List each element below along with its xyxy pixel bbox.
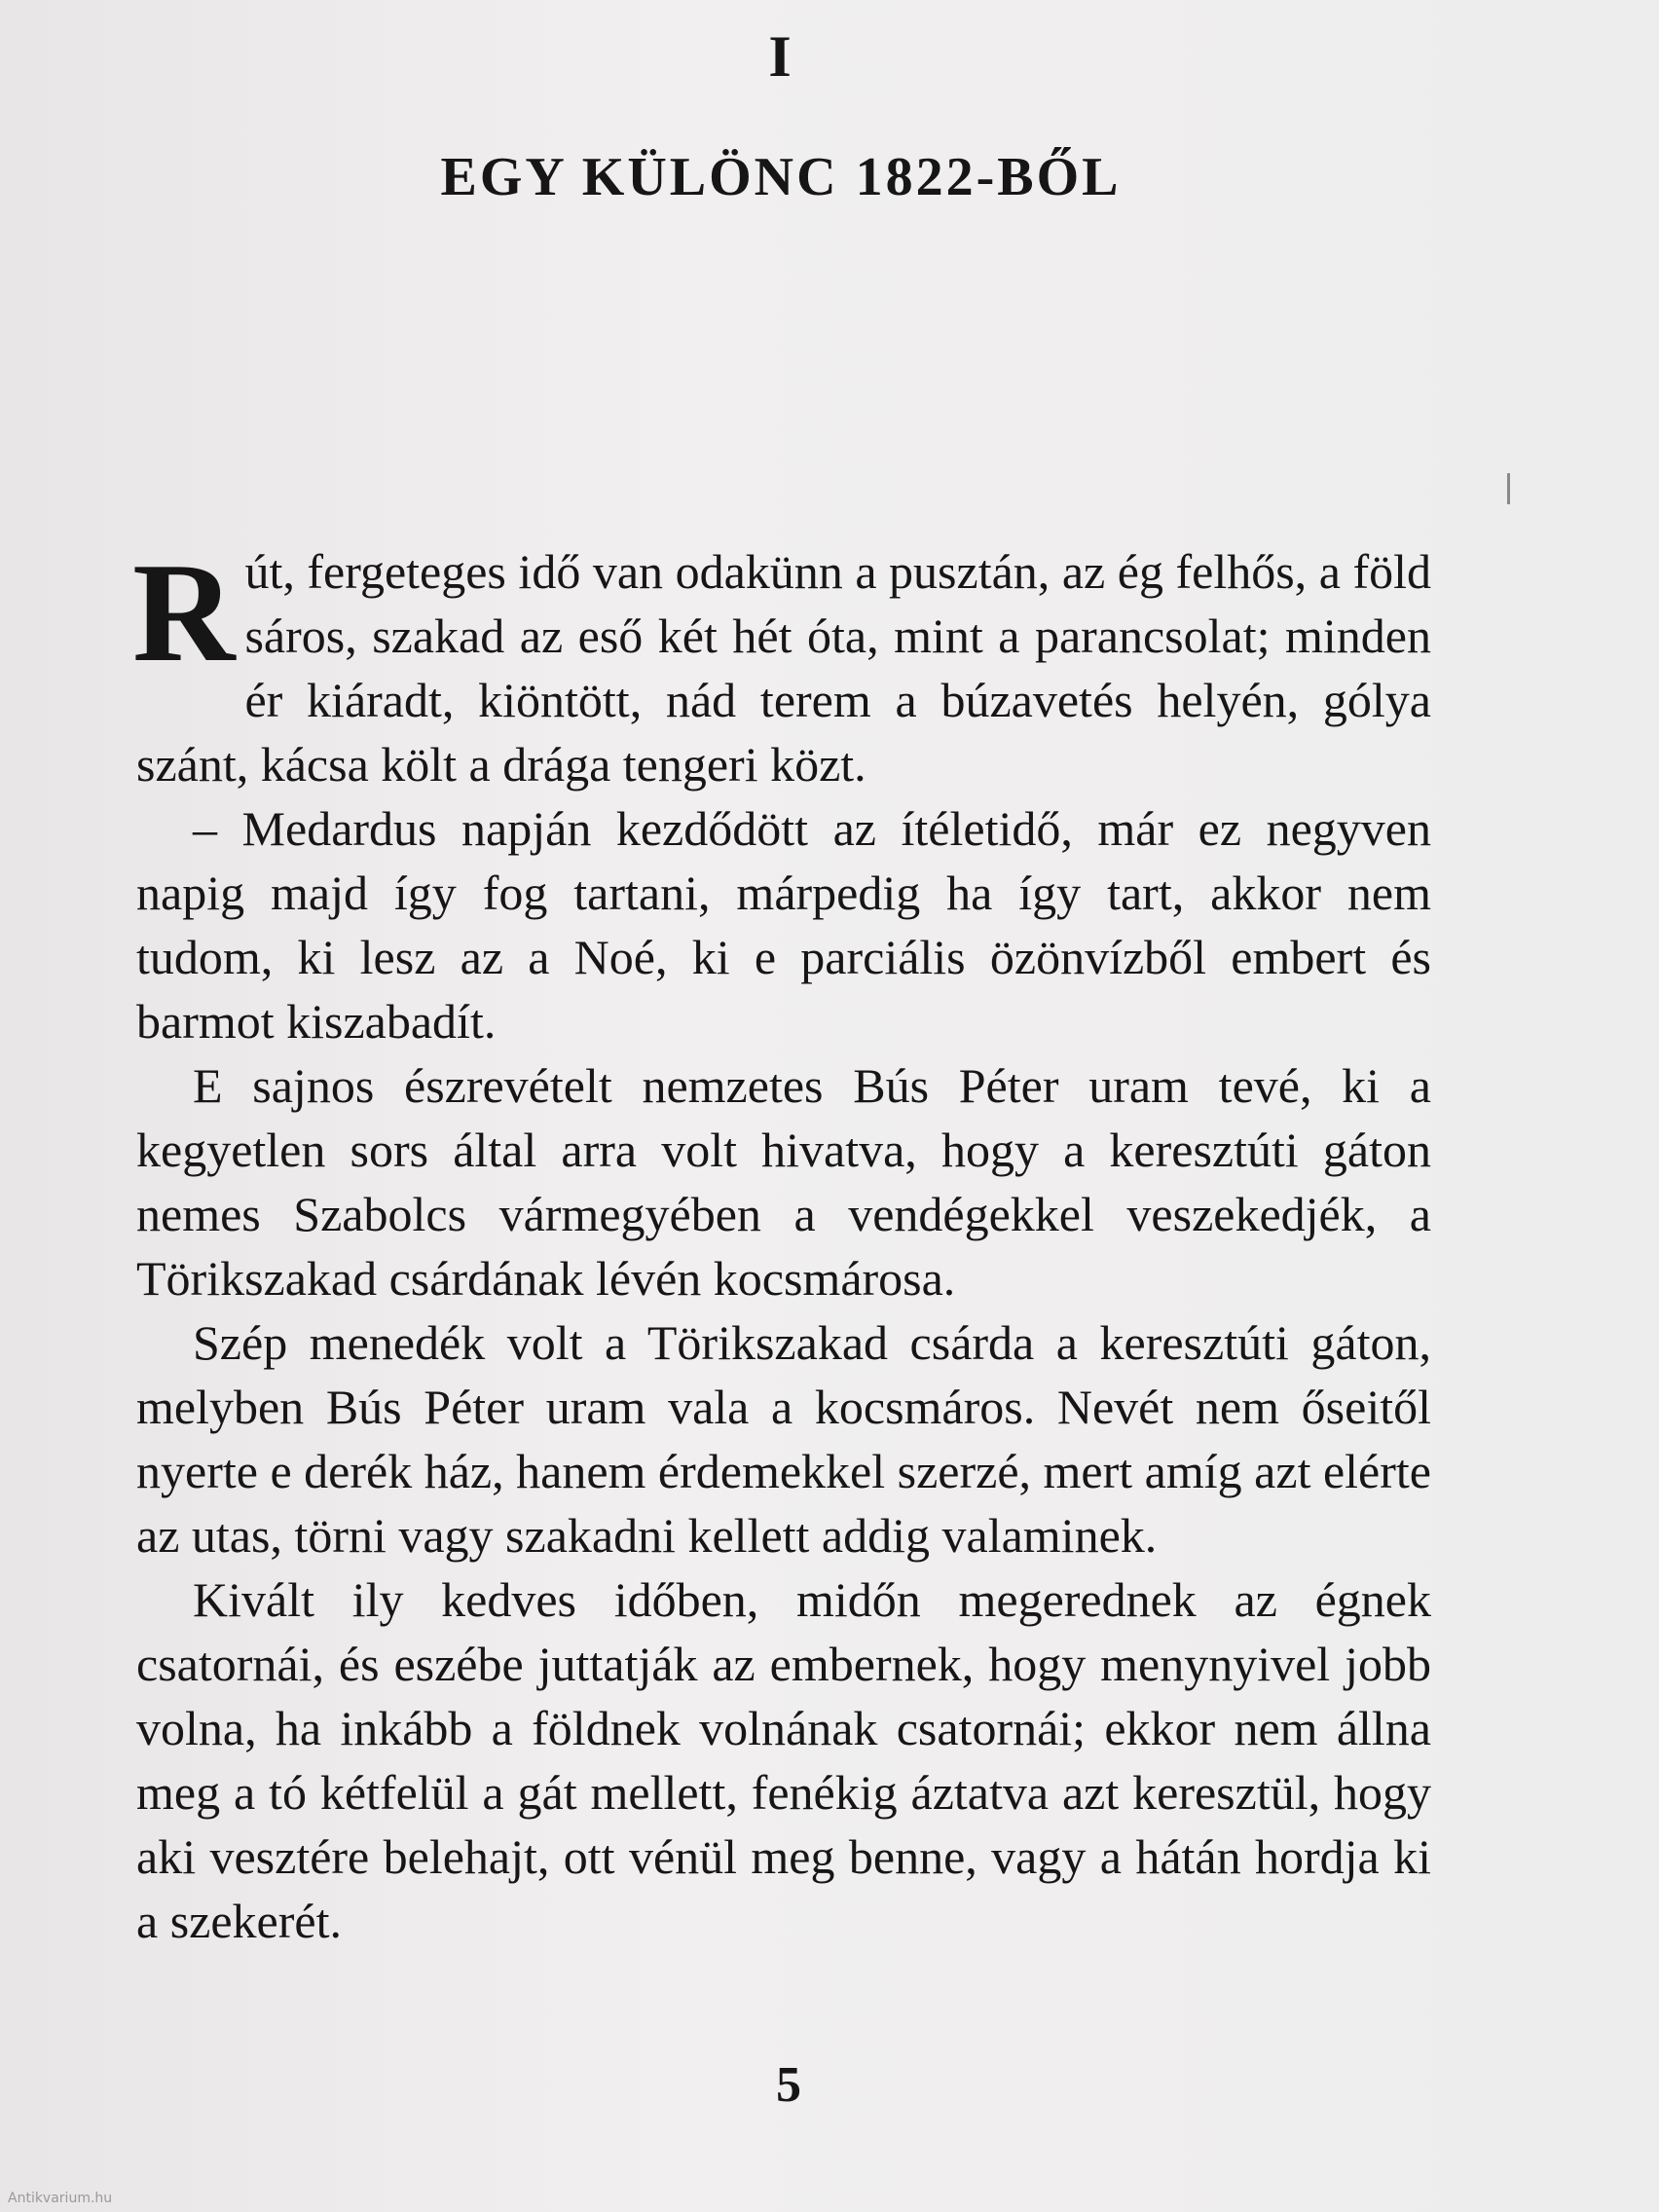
chapter-title: EGY KÜLÖNC 1822-BŐL (440, 147, 1122, 207)
body-text (132, 534, 1431, 1953)
paragraph-3: E sajnos észrevételt nemzetes Bús Péter uram tevé, ki a kegyetlen sors által arra volt hivatva, hogy a keresztúti gáton nemes Szabolcs vármegyében a vendégekkel veszekedjék, a Törikszakad csárdának lévén kocsmárosa. (136, 1058, 1431, 1306)
watermark-text: Antikvarium.hu (8, 2191, 113, 2206)
paragraph-5: Kivált ily kedves időben, midőn megerednek az égnek csatornái, és eszébe juttatják az embernek, hogy menynyivel jobb volna, ha inkább a földnek volnának csatornái; ekkor nem állna meg a tó kétfelül a gát mellett, fenékig áztatva azt keresztül, hogy aki vesztére belehajt, ott vénül meg benne, vagy a hátán hordja ki a szekerét. (136, 1572, 1431, 1948)
drop-cap: R (132, 534, 236, 691)
paragraph-2: – Medardus napján kezdődött az ítéletidő, már ez negyven napig majd így fog tartani, márpedig ha így tart, akkor nem tudom, ki lesz az a Noé, ki e parciális özönvízből embert és barmot kiszabadít. (136, 801, 1431, 1049)
chapter-number: I (768, 24, 793, 89)
page-number: 5 (776, 2057, 801, 2113)
paragraph-4: Szép menedék volt a Törikszakad csárda a keresztúti gáton, melyben Bús Péter uram vala a kocsmáros. Nevét nem őseitől nyerte e derék ház, hanem érdemekkel szerzé, mert amíg azt elérte az utas, törni vagy szakadni kellett addig valaminek. (136, 1315, 1431, 1563)
bleed-through-mark (1507, 473, 1510, 504)
paragraph-1-text: út, fergeteges idő van odakünn a pusztán, az ég felhős, a föld sáros, szakad az eső két hét óta, mint a parancsolat; minden ér kiáradt, kiöntött, nád terem a búzavetés helyén, gólya szánt, kácsa költ a drága tengeri közt. (136, 544, 1431, 792)
paragraph-1 (132, 534, 1431, 796)
